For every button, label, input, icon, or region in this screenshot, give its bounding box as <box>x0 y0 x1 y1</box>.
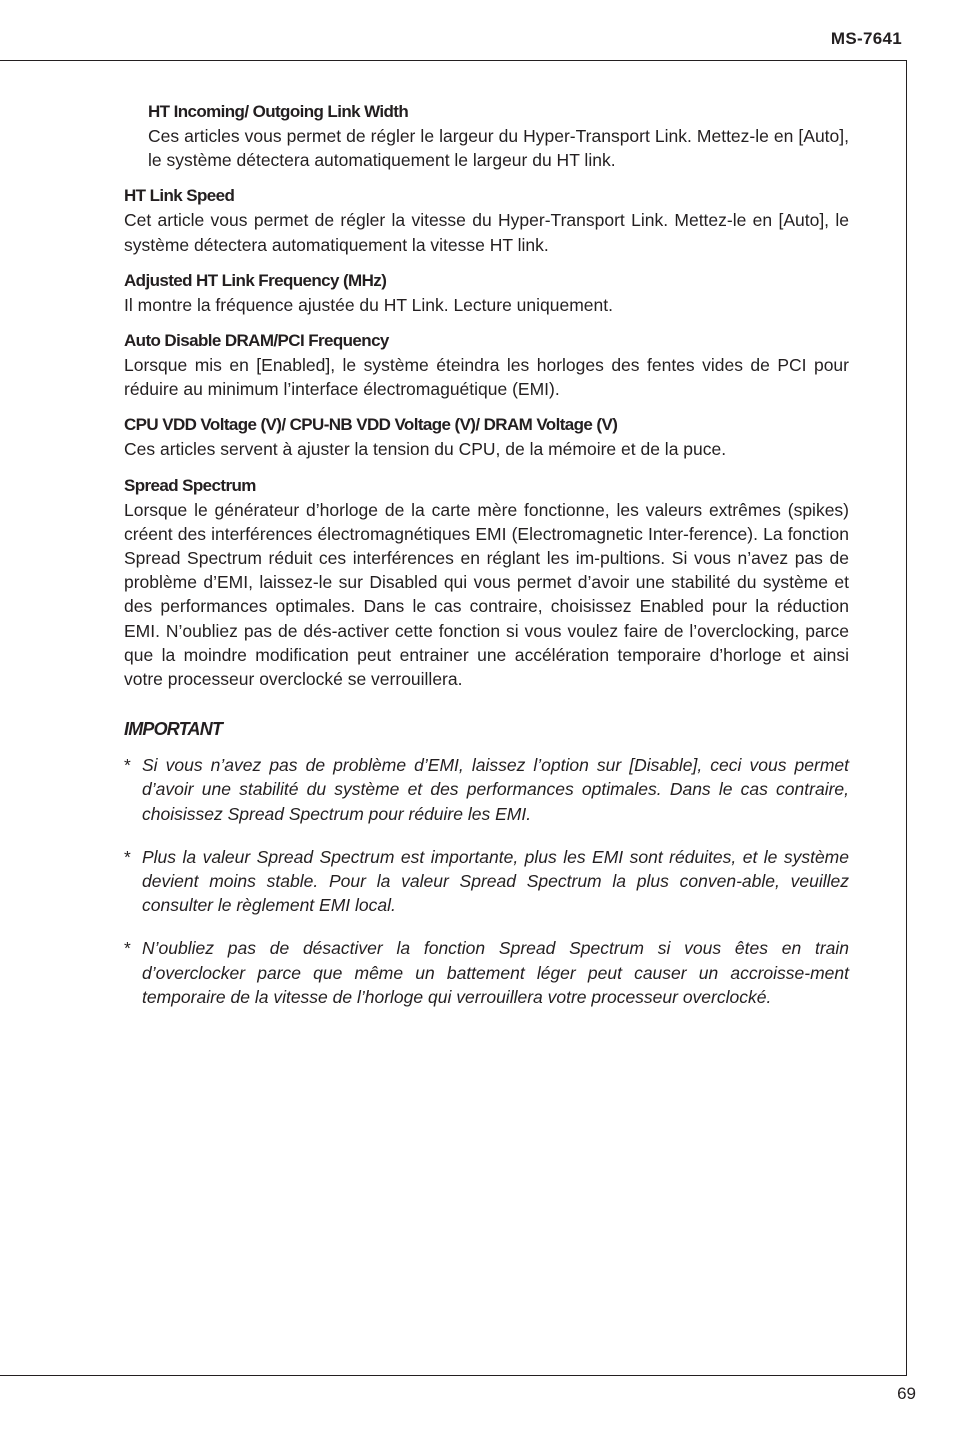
important-note <box>124 753 849 826</box>
important-note <box>124 936 849 1009</box>
section-heading: CPU VDD Voltage (V)/ CPU-NB VDD Voltage (V)/ DRAM Voltage (V) <box>124 415 618 435</box>
section-text: Lorsque mis en [Enabled], le système éteindra les horloges des fentes vides de PCI pour réduire au minimum l’interface électromaguétique (EMI). <box>124 355 849 400</box>
page-number: 69 <box>897 1384 916 1403</box>
section-heading: HT Incoming/ Outgoing Link Width <box>148 102 409 121</box>
right-rule <box>906 60 907 1376</box>
note-text: Si vous n’avez pas de problème d’EMI, laissez l’option sur [Disable], ceci vous permet d’avoir une stabilité du système et des performances optimales. Dans le cas contraire, choisissez Spread Spectrum pour réduire les EMI. <box>142 755 849 824</box>
important-note <box>124 845 849 918</box>
section-text: Lorsque le générateur d’horloge de la carte mère fonctionne, les valeurs extrêmes (spikes) créent des interférences électromagnétiques EMI (Electromagnetic Inter-ference). La fonction Spread Spectrum réduit ces interférences en réglant les im-pultions. Si vous n’avez pas de problème d’EMI, laissez-le sur Disabled qui vous permet d’avoir une stabilité du système et des performances optimales. Dans le cas contraire, choisissez Enabled pour la réduction EMI. N’oubliez pas de dés-activer cette fonction si vous voulez faire de l’overclocking, parce que la moindre modification peut entrainer une accélération temporaire d’horloge et ainsi votre processeur overclocké se verrouillera. <box>124 499 849 690</box>
section-heading: HT Link Speed <box>124 186 235 206</box>
section-heading: Spread Spectrum <box>124 475 256 495</box>
section-ht-link-width <box>148 100 849 172</box>
section-heading: Auto Disable DRAM/PCI Frequency <box>124 331 389 351</box>
bottom-rule <box>0 1375 907 1376</box>
section-voltages <box>124 413 849 461</box>
bullet-asterisk: * <box>124 938 131 959</box>
note-text: Plus la valeur Spread Spectrum est importante, plus les EMI sont réduites, et le système devient moins stable. Pour la valeur Spread Spectrum la plus conven-able, veuillez consulter le règlement EMI local. <box>142 846 849 916</box>
section-text: Ces articles servent à ajuster la tension du CPU, de la mémoire et de la puce. <box>124 439 727 460</box>
section-text: Cet article vous permet de régler la vitesse du Hyper-Transport Link. Mettez-le en [Auto], le système détectera automatiquement la vitesse HT link. <box>124 210 849 255</box>
section-text: Il montre la fréquence ajustée du HT Link. Lecture uniquement. <box>124 294 613 315</box>
section-auto-disable-dram-pci <box>124 329 849 401</box>
section-spread-spectrum <box>124 474 849 692</box>
section-ht-link-speed <box>124 184 849 256</box>
bullet-asterisk: * <box>124 846 131 867</box>
important-heading: IMPORTANT <box>124 719 223 740</box>
model-number: MS-7641 <box>830 29 902 48</box>
note-text: N’oubliez pas de désactiver la fonction Spread Spectrum si vous êtes en train d’overclocker parce que même un battement léger peut causer un accroisse-ment temporaire de la vitesse de l’horloge qui verrouillera votre processeur overclocké. <box>142 938 849 1007</box>
bullet-asterisk: * <box>124 755 131 776</box>
section-text: Ces articles vous permet de régler le largeur du Hyper-Transport Link. Mettez-le en [Auto], le système détectera automatiquement le largeur du HT link. <box>148 126 849 171</box>
top-rule <box>0 60 907 61</box>
section-adjusted-ht-link-frequency <box>124 269 849 317</box>
page-content <box>124 100 849 1028</box>
section-heading: Adjusted HT Link Frequency (MHz) <box>124 270 387 290</box>
